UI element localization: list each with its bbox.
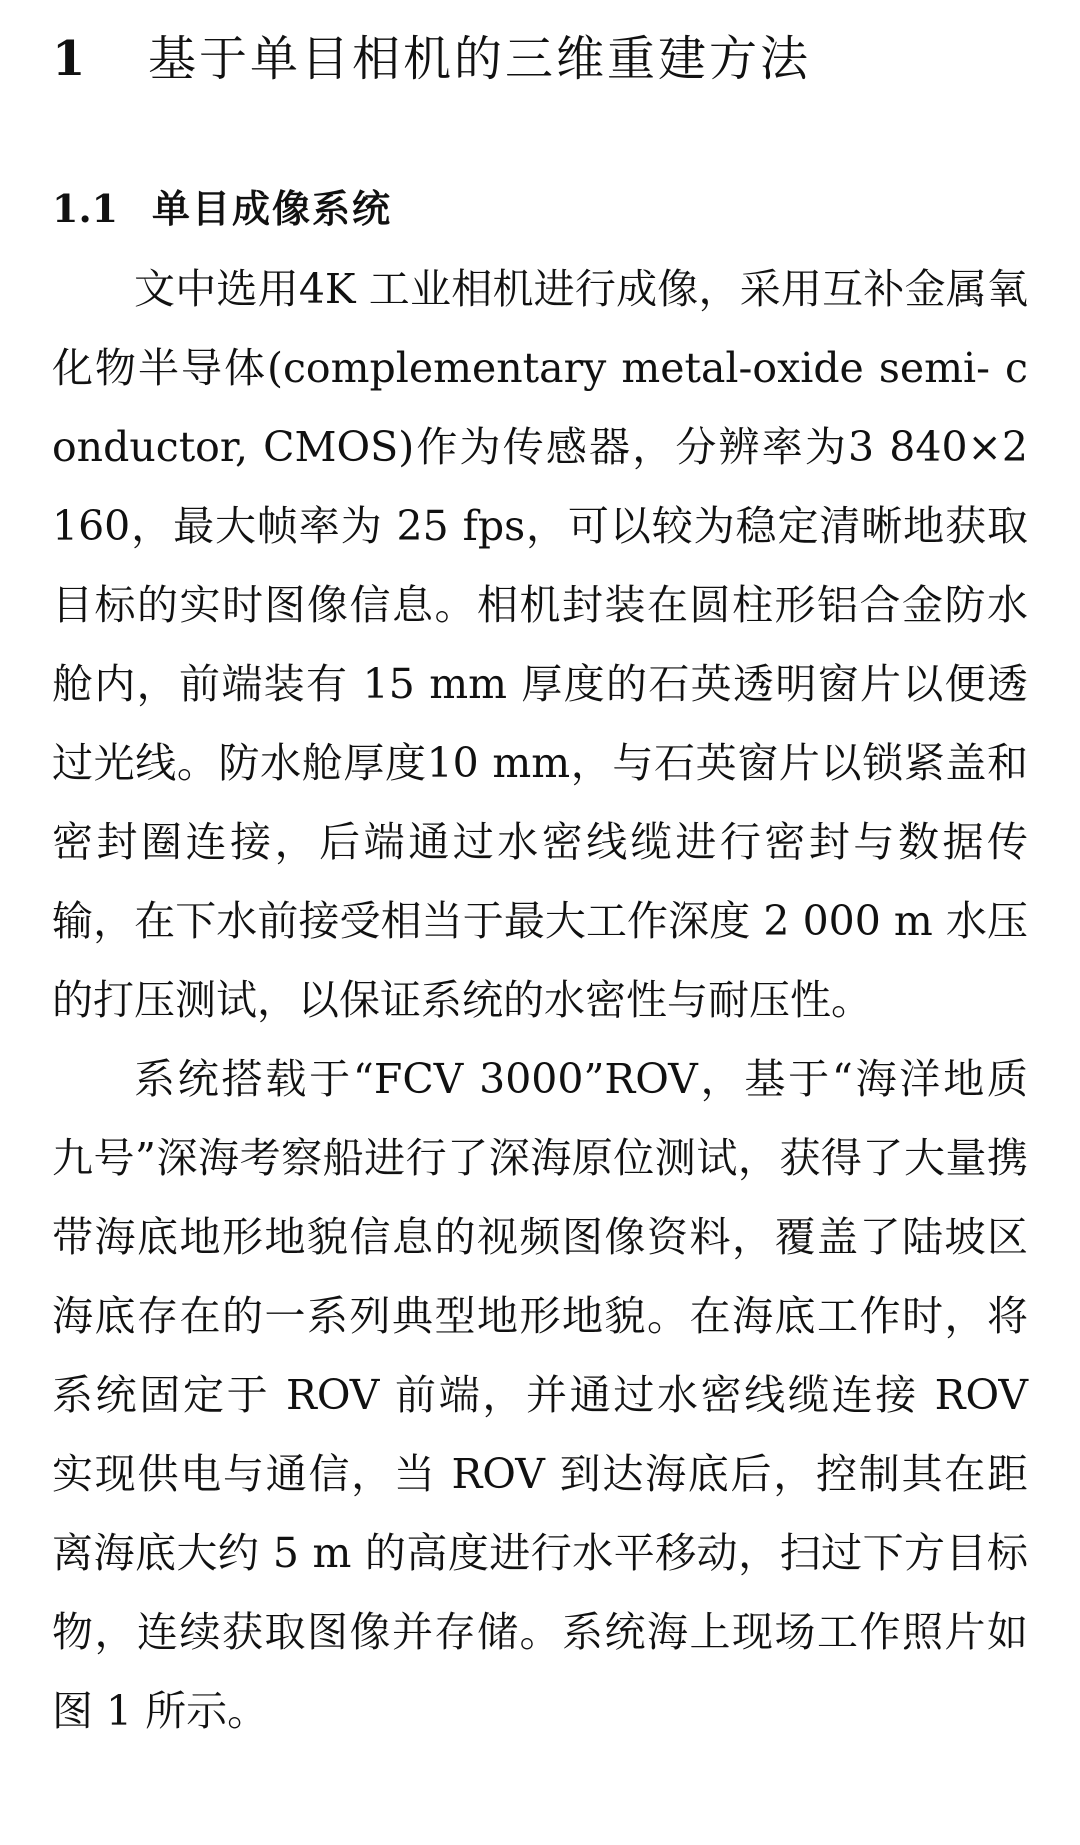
- subsection-number: 1.1: [52, 186, 119, 231]
- section-title: 基于单目相机的三维重建方法: [148, 31, 812, 87]
- subsection-title: 单目成像系统: [152, 186, 393, 231]
- section-number: 1: [52, 31, 86, 87]
- body-paragraph: 系统搭载于“FCV 3000”ROV，基于“海洋地质九号”深海考察船进行了深海原位测试，获得了大量携带海底地形地貌信息的视频图像资料，覆盖了陆坡区海底存在的一系列典型地形地貌。在海底工作时，将系统固定于 ROV 前端，并通过水密线缆连接 ROV 实现供电与通信，当 ROV 到达海底后，控制其在距离海底大约 5 m 的高度进行水平移动，扫过下方目标物，连续获取图像并存储。系统海上现场工作照片如图 1 所示。: [52, 1055, 1028, 1735]
- body-paragraph: 文中选用4K 工业相机进行成像，采用互补金属氧化物半导体(complementary metal-oxide semi- conductor, CMOS)作为传感器，分辨率为3 840×2 160，最大帧率为 25 fps，可以较为稳定清晰地获取目标的实时图像信息。相机封装在圆柱形铝合金防水舱内，前端装有 15 mm 厚度的石英透明窗片以便透过光线。防水舱厚度10 mm，与石英窗片以锁紧盖和密封圈连接，后端通过水密线缆进行密封与数据传输，在下水前接受相当于最大工作深度 2 000 m 水压的打压测试，以保证系统的水密性与耐压性。: [52, 265, 1028, 1024]
- subsection-heading: [52, 184, 1028, 244]
- section-heading: [52, 28, 1028, 108]
